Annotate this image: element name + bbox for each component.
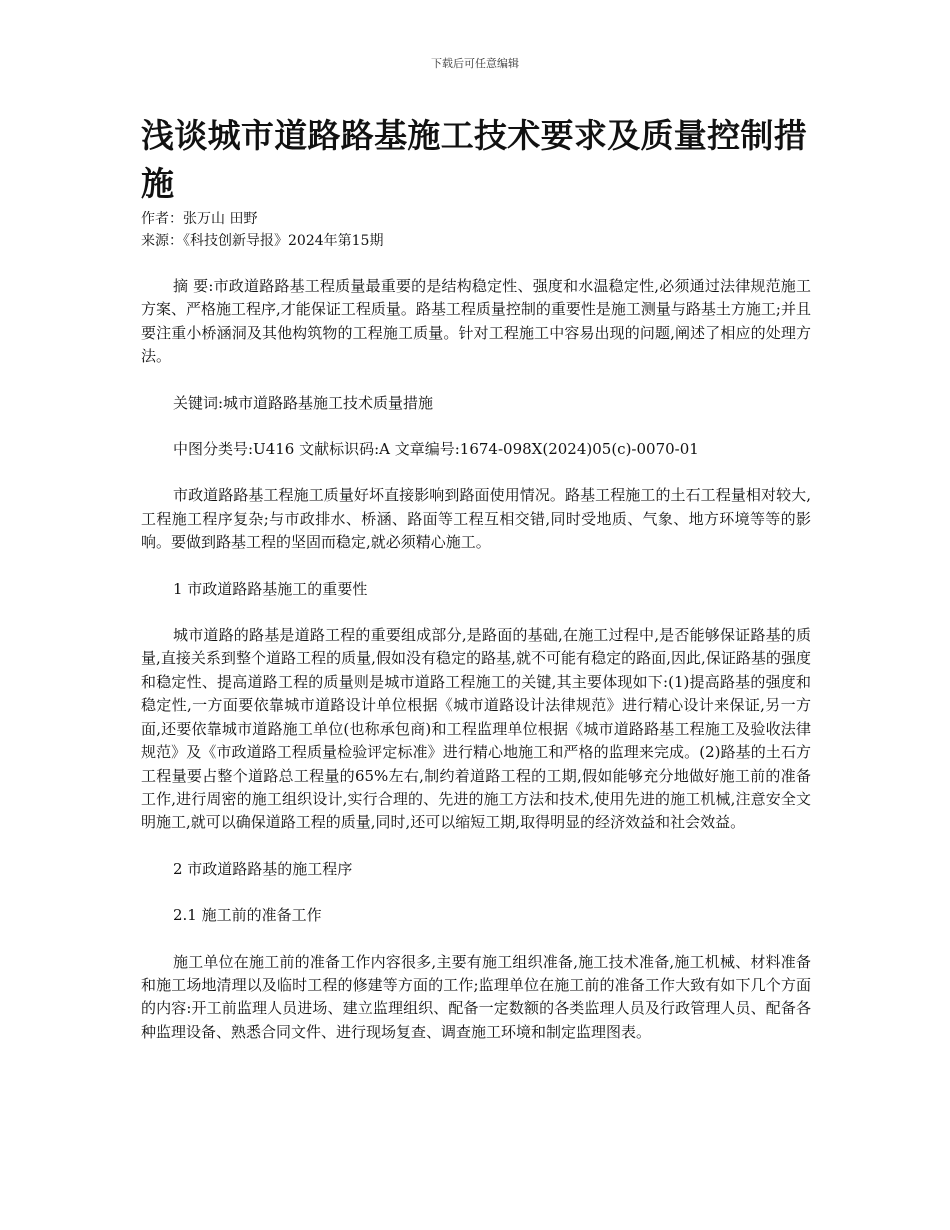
header-note: 下载后可任意编辑: [431, 57, 519, 70]
intro-paragraph: 市政道路路基工程施工质量好坏直接影响到路面使用情况。路基工程施工的土石工程量相对较大,工程施工程序复杂;与市政排水、桥涵、路面等工程互相交错,同时受地质、气象、地方环境等等的影响。要做到路基工程的坚固而稳定,就必须精心施工。: [141, 486, 811, 552]
section-heading-2: 2 市政道路路基的施工程序: [173, 859, 353, 878]
article-title: 浅谈城市道路路基施工技术要求及质量控制措施: [141, 116, 807, 203]
article-body: [141, 275, 811, 1044]
article-content: [141, 112, 811, 1067]
source-line: 来源：《科技创新导报》2024年第15期: [141, 233, 384, 249]
subsection-heading-2-1: 2.1 施工前的准备工作: [173, 906, 322, 925]
classification-line: 中图分类号:U416 文献标识码:A 文章编号:1674-098X(2024)05(c)-0070-01: [173, 440, 699, 459]
abstract-paragraph: 摘 要:市政道路路基工程质量最重要的是结构稳定性、强度和水温稳定性,必须通过法律规范施工方案、严格施工程序,才能保证工程质量。路基工程质量控制的重要性是施工测量与路基土方施工;并且要注重小桥涵洞及其他构筑物的工程施工质量。针对工程施工中容易出现的问题,阐述了相应的处理方法。: [141, 277, 811, 366]
section-1-paragraph: 城市道路的路基是道路工程的重要组成部分,是路面的基础,在施工过程中,是否能够保证路基的质量,直接关系到整个道路工程的质量,假如没有稳定的路基,就不可能有稳定的路面,因此,保证路基的强度和稳定性、提高道路工程的质量则是城市道路工程施工的关键,其主要体现如下:(1)提高路基的强度和稳定性,一方面要依靠城市道路设计单位根据《城市道路设计法律规范》进行精心设计来保证,另一方面,还要依靠城市道路施工单位(也称承包商)和工程监理单位根据《城市道路路基工程施工及验收法律规范》及《市政道路工程质量检验评定标准》进行精心地施工和严格的监理来完成。(2)路基的土石方工程量要占整个道路总工程量的65%左右,制约着道路工程的工期,假如能够充分地做好施工前的准备工作,进行周密的施工组织设计,实行合理的、先进的施工方法和技术,使用先进的施工机械,注意安全文明施工,就可以确保道路工程的质量,同时,还可以缩短工期,取得明显的经济效益和社会效益。: [141, 626, 811, 832]
keywords-line: 关键词:城市道路路基施工技术质量措施: [173, 393, 434, 412]
section-2-1-paragraph: 施工单位在施工前的准备工作内容很多,主要有施工组织准备,施工技术准备,施工机械、材料准备和施工场地清理以及临时工程的修建等方面的工作;监理单位在施工前的准备工作大致有如下几个方面的内容:开工前监理人员进场、建立监理组织、配备一定数额的各类监理人员及行政管理人员、配备各种监理设备、熟悉合同文件、进行现场复查、调查施工环境和制定监理图表。: [141, 952, 811, 1041]
section-heading-1: 1 市政道路路基施工的重要性: [173, 579, 368, 598]
author-line: 作者：张万山 田野: [141, 211, 258, 227]
